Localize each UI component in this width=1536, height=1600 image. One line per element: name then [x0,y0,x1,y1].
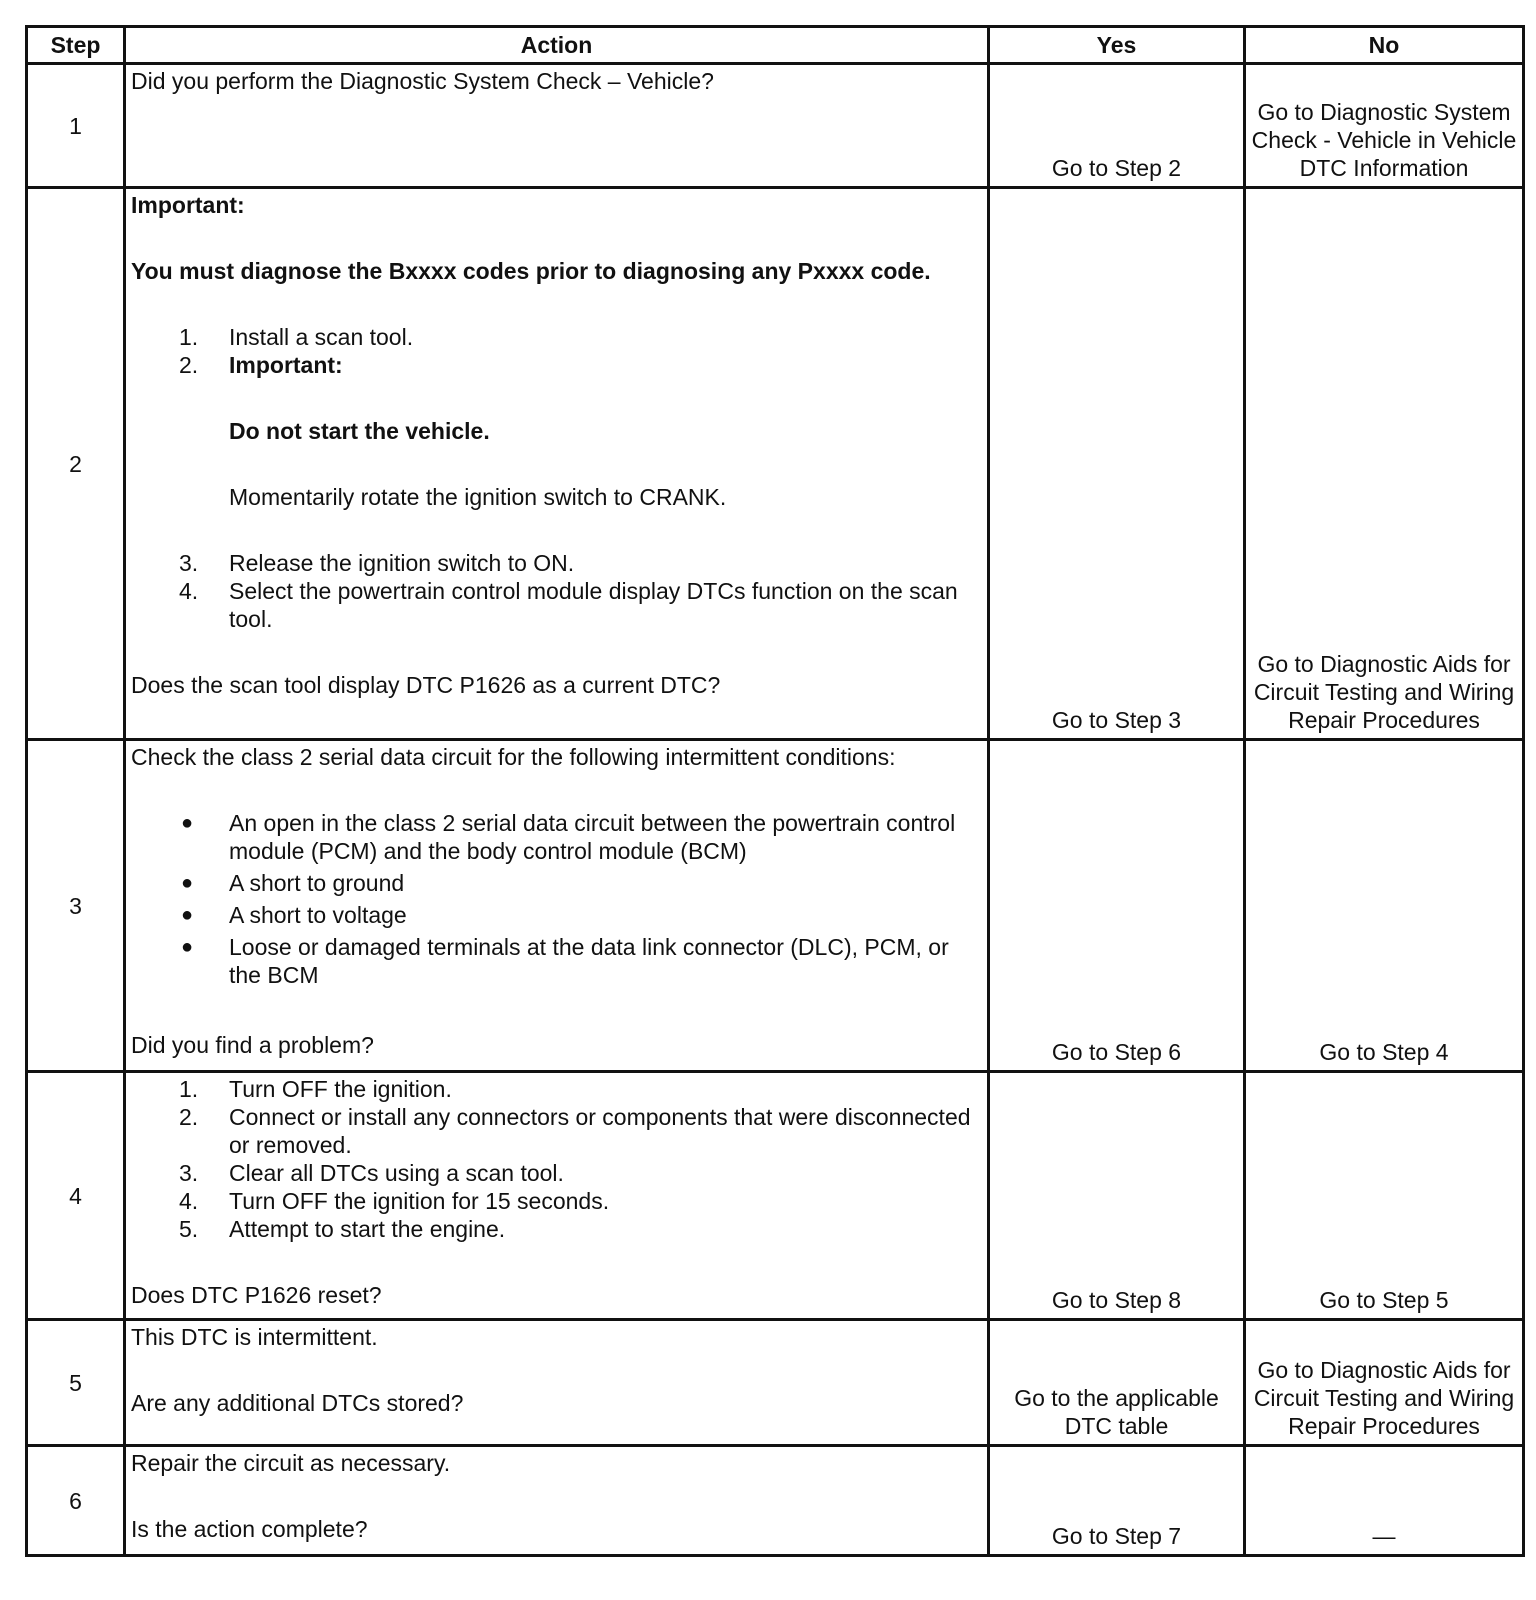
list-item [131,1103,981,1159]
header-row [27,27,1524,64]
bullet-item [131,869,981,897]
intro-text: Check the class 2 serial data circuit for the following intermittent conditions: [131,744,896,770]
header-yes: Yes [989,27,1245,64]
bullet-item [131,809,981,865]
no-cell: Go to Diagnostic Aids for Circuit Testing and Wiring Repair Procedures [1245,1320,1524,1446]
bullet-icon: ● [181,936,194,958]
list-text: Select the powertrain control module display DTCs function on the scan tool. [229,578,958,632]
action-cell [125,188,989,740]
important-label: Important: [131,192,245,218]
important-text: You must diagnose the Bxxxx codes prior to diagnosing any Pxxxx code. [131,258,931,284]
action-cell [125,1072,989,1320]
yes-cell: Go to Step 6 [989,740,1245,1072]
bullet-text: A short to voltage [229,902,407,928]
table-row-step-3 [27,740,1524,1072]
bullet-text: A short to ground [229,870,405,896]
bullet-icon: ● [181,904,194,926]
question-text: Does the scan tool display DTC P1626 as a current DTC? [131,672,721,698]
list-text: Clear all DTCs using a scan tool. [229,1160,564,1186]
list-number: 3. [179,550,199,576]
list-text: Turn OFF the ignition for 15 seconds. [229,1188,610,1214]
yes-cell: Go to Step 7 [989,1446,1245,1556]
list-number: 2. [179,1104,199,1130]
no-cell: — [1245,1446,1524,1556]
list-item [131,577,981,633]
no-cell: Go to Diagnostic Aids for Circuit Testing and Wiring Repair Procedures [1245,188,1524,740]
list-number: 1. [179,324,199,350]
header-no: No [1245,27,1524,64]
diagnostic-table-page [25,25,1522,1557]
table-row-step-5 [27,1320,1524,1446]
list-text: Install a scan tool. [229,324,414,350]
list-item [131,1187,981,1215]
step-number: 5 [27,1320,125,1446]
action-cell [125,64,989,188]
no-cell: Go to Step 4 [1245,740,1524,1072]
table-row-step-1 [27,64,1524,188]
header-action: Action [125,27,989,64]
intro-text: This DTC is intermittent. [131,1324,378,1350]
list-text: Release the ignition switch to ON. [229,550,575,576]
no-cell: Go to Diagnostic System Check - Vehicle in Vehicle DTC Information [1245,64,1524,188]
list-number: 5. [179,1216,199,1242]
yes-cell: Go to Step 8 [989,1072,1245,1320]
step-number: 2 [27,188,125,740]
list-important-label: Important: [229,352,343,378]
question-text: Did you perform the Diagnostic System Check – Vehicle? [131,68,714,94]
yes-cell: Go to the applicable DTC table [989,1320,1245,1446]
action-cell [125,1320,989,1446]
header-step: Step [27,27,125,64]
question-text: Did you find a problem? [131,1032,374,1058]
bullet-text: Loose or damaged terminals at the data link connector (DLC), PCM, or the BCM [229,934,949,988]
intro-text: Repair the circuit as necessary. [131,1450,451,1476]
step-number: 1 [27,64,125,188]
question-text: Is the action complete? [131,1516,368,1542]
table-row-step-2 [27,188,1524,740]
action-cell [125,1446,989,1556]
question-text: Are any additional DTCs stored? [131,1390,464,1416]
table-row-step-4 [27,1072,1524,1320]
table-row-step-6 [27,1446,1524,1556]
yes-cell: Go to Step 2 [989,64,1245,188]
bullet-icon: ● [181,812,194,834]
list-number: 4. [179,578,199,604]
list-text: Turn OFF the ignition. [229,1076,452,1102]
yes-cell: Go to Step 3 [989,188,1245,740]
list-number: 4. [179,1188,199,1214]
list-item [131,323,981,351]
list-item [131,1075,981,1103]
bullet-item [131,901,981,929]
bullet-item [131,933,981,989]
action-cell [125,740,989,1072]
list-item [131,549,981,577]
list-important-note: Do not start the vehicle. [229,418,490,444]
list-item [131,1215,981,1243]
list-number: 2. [179,352,199,378]
list-number: 3. [179,1160,199,1186]
no-cell: Go to Step 5 [1245,1072,1524,1320]
list-text: Attempt to start the engine. [229,1216,506,1242]
list-text: Connect or install any connectors or components that were disconnected or removed. [229,1104,971,1158]
diagnostic-table [25,25,1525,1557]
bullet-text: An open in the class 2 serial data circuit between the powertrain control module (PCM) and the body control module (BCM) [229,810,956,864]
list-text: Momentarily rotate the ignition switch to CRANK. [229,484,727,510]
bullet-icon: ● [181,872,194,894]
list-item [131,351,981,379]
question-text: Does DTC P1626 reset? [131,1282,382,1308]
step-number: 4 [27,1072,125,1320]
list-item [131,1159,981,1187]
list-number: 1. [179,1076,199,1102]
step-number: 6 [27,1446,125,1556]
step-number: 3 [27,740,125,1072]
